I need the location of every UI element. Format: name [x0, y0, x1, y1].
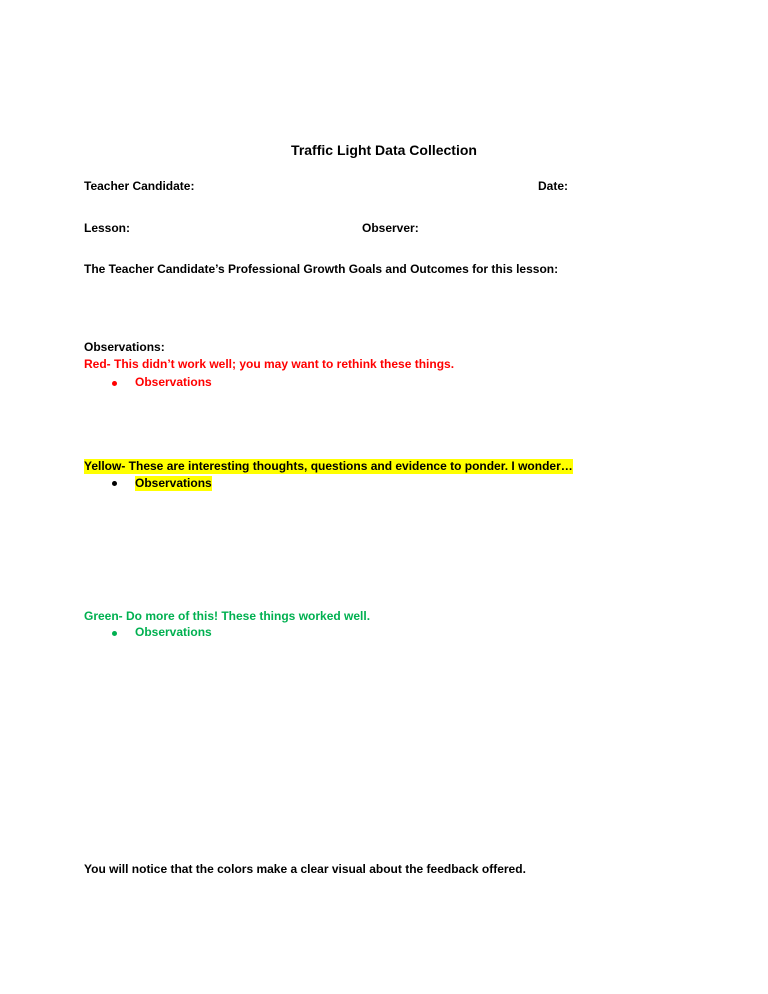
document-title: Traffic Light Data Collection: [291, 142, 477, 158]
red-observations-item: Observations: [135, 375, 212, 389]
yellow-section-heading: Yellow- These are interesting thoughts, questions and evidence to ponder. I wonder…: [84, 459, 573, 473]
green-observations-item: Observations: [135, 625, 212, 639]
observations-heading: Observations:: [84, 340, 165, 354]
date-label: Date:: [538, 179, 569, 193]
observer-label: Observer:: [362, 221, 419, 235]
bullet-icon: [112, 381, 117, 386]
bullet-icon: [112, 631, 117, 636]
lesson-label: Lesson:: [84, 221, 131, 235]
bullet-icon: [112, 481, 117, 486]
teacher-candidate-label: Teacher Candidate:: [84, 179, 195, 193]
footer-note: You will notice that the colors make a clear visual about the feedback offered.: [84, 862, 526, 876]
red-section-heading: Red- This didn’t work well; you may want to rethink these things.: [84, 357, 455, 371]
green-section-heading: Green- Do more of this! These things worked well.: [84, 609, 371, 623]
yellow-observations-item: Observations: [135, 476, 212, 490]
growth-goals-prompt: The Teacher Candidate’s Professional Growth Goals and Outcomes for this lesson:: [84, 262, 559, 276]
